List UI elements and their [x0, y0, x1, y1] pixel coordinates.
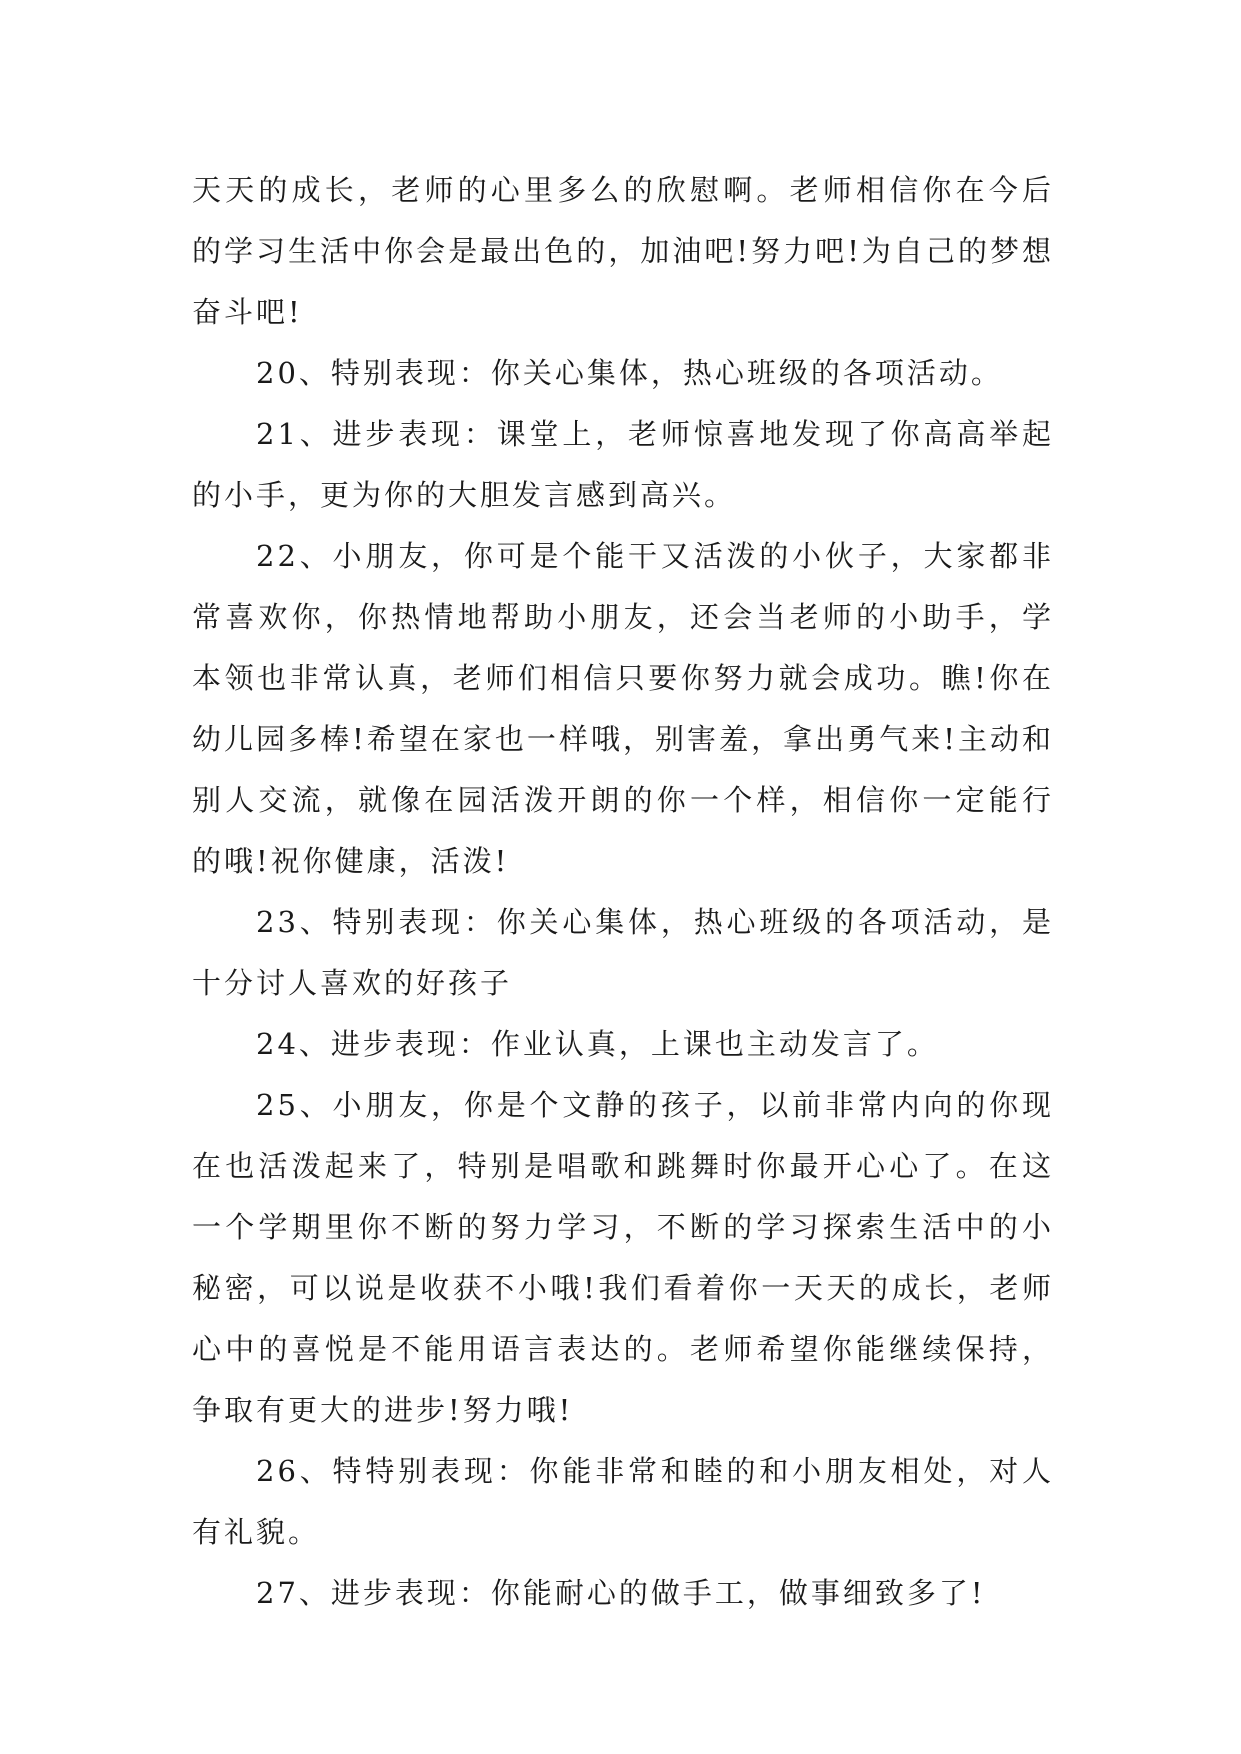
paragraph-item-26: 26、特特别表现：你能非常和睦的和小朋友相处，对人有礼貌。	[192, 1454, 1054, 1549]
paragraph-item-24: 24、进步表现：作业认真，上课也主动发言了。	[256, 1027, 939, 1061]
paragraph-continuation: 天天的成长，老师的心里多么的欣慰啊。老师相信你在今后的学习生活中你会是最出色的，加油吧!努力吧!为自己的梦想奋斗吧!	[192, 173, 1054, 329]
paragraph-item-27: 27、进步表现：你能耐心的做手工，做事细致多了!	[256, 1576, 986, 1610]
paragraph-item-20: 20、特别表现：你关心集体，热心班级的各项活动。	[256, 356, 1003, 390]
paragraph-item-23: 23、特别表现：你关心集体，热心班级的各项活动，是十分讨人喜欢的好孩子	[192, 905, 1054, 1000]
paragraph-item-21: 21、进步表现：课堂上，老师惊喜地发现了你高高举起的小手，更为你的大胆发言感到高兴。	[192, 417, 1054, 512]
paragraph-item-22: 22、小朋友，你可是个能干又活泼的小伙子，大家都非常喜欢你，你热情地帮助小朋友，还会当老师的小助手，学本领也非常认真，老师们相信只要你努力就会成功。瞧!你在幼儿园多棒!希望在家也一样哦，别害羞，拿出勇气来!主动和别人交流，就像在园活泼开朗的你一个样，相信你一定能行的哦!祝你健康，活泼!	[192, 539, 1054, 878]
document-body	[192, 160, 1054, 1624]
paragraph-item-25: 25、小朋友，你是个文静的孩子，以前非常内向的你现在也活泼起来了，特别是唱歌和跳舞时你最开心心了。在这一个学期里你不断的努力学习，不断的学习探索生活中的小秘密，可以说是收获不小哦!我们看着你一天天的成长，老师心中的喜悦是不能用语言表达的。老师希望你能继续保持，争取有更大的进步!努力哦!	[192, 1088, 1054, 1427]
